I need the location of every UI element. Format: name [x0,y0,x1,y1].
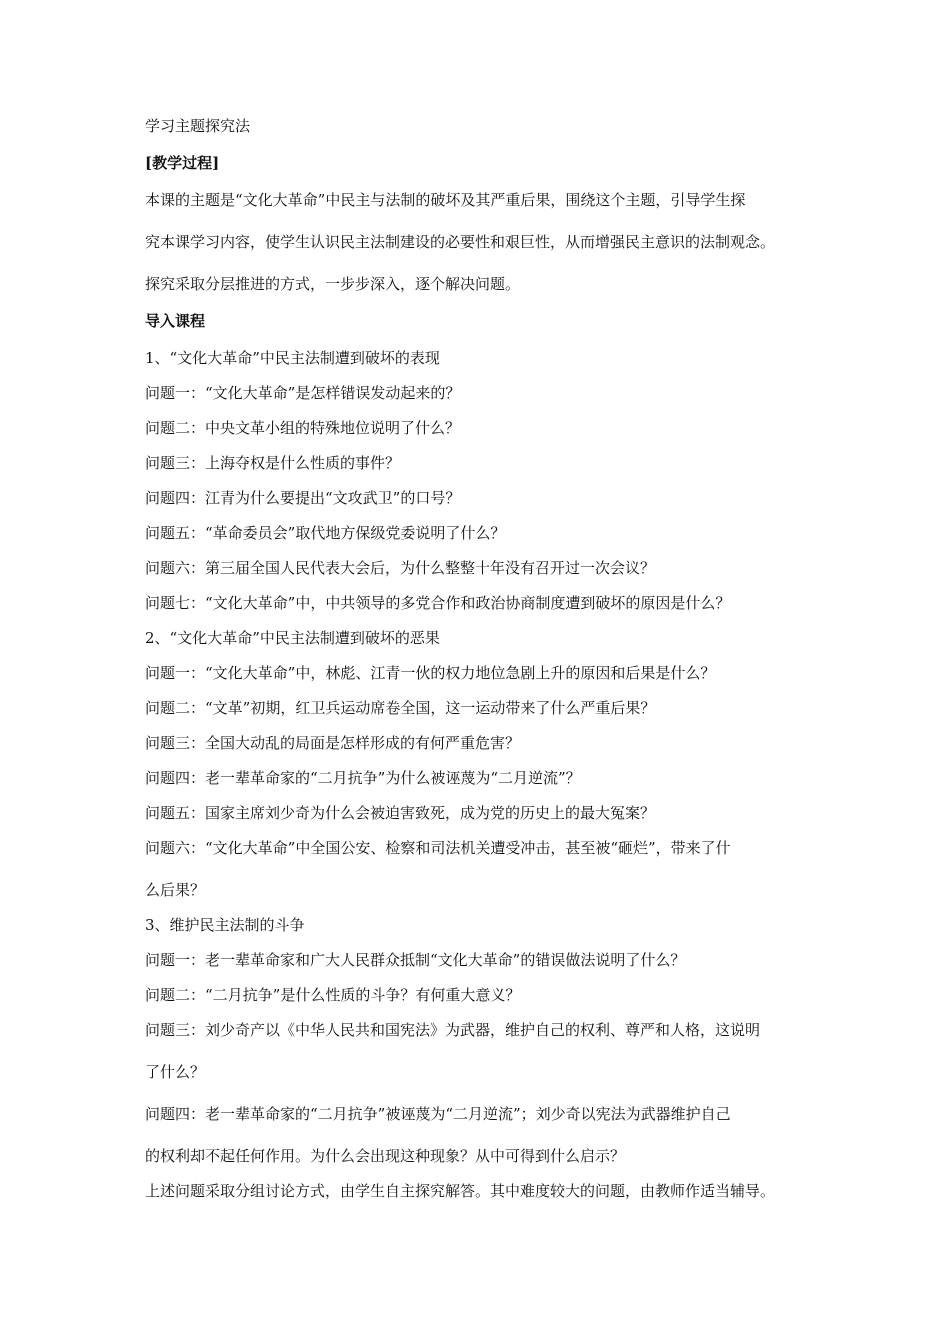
question-item: 问题一：“文化大革命”是怎样错误发动起来的？ [145,384,461,402]
question-item: 问题四：老一辈革命家的“二月抗争”被诬蔑为“二月逆流”；刘少奇以宪法为武器维护自己 [145,1105,731,1123]
document-page [145,116,855,1201]
question-item: 问题五：国家主席刘少奇为什么会被迫害致死，成为党的历史上的最大冤案？ [145,804,656,822]
question-item: 问题二：中央文革小组的特殊地位说明了什么？ [145,419,461,437]
question-item: 问题四：江青为什么要提出“文攻武卫”的口号？ [145,489,461,507]
question-item: 问题三：刘少奇产以《中华人民共和国宪法》为武器，维护自己的权利、尊严和人格，这说明 [145,1021,761,1039]
question-item: 问题七：“文化大革命”中，中共领导的多党合作和政治协商制度遭到破坏的原因是什么？ [145,594,731,612]
heading-lead-in: 导入课程 [145,312,206,330]
section-title: 2、“文化大革命”中民主法制遭到破坏的恶果 [145,629,440,647]
question-item: 问题五：“革命委员会”取代地方保级党委说明了什么？ [145,524,506,542]
intro-line: 本课的主题是“文化大革命”中民主与法制的破坏及其严重后果，围绕这个主题，引导学生探 [145,191,746,209]
question-item: 问题四：老一辈革命家的“二月抗争”为什么被诬蔑为“二月逆流”？ [145,769,581,787]
question-item: 问题三：全国大动乱的局面是怎样形成的有何严重危害？ [145,734,521,752]
question-item: 问题三：上海夺权是什么性质的事件？ [145,454,401,472]
question-item: 问题六：第三届全国人民代表大会后，为什么整整十年没有召开过一次会议？ [145,559,656,577]
question-item: 问题二：“二月抗争”是什么性质的斗争？有何重大意义？ [145,986,521,1004]
question-item: 问题六：“文化大革命”中全国公安、检察和司法机关遭受冲击，甚至被“砸烂”，带来了什 [145,839,731,857]
heading-teaching-process: [教学过程] [145,154,220,172]
section-title: 1、“文化大革命”中民主法制遭到破坏的表现 [145,349,440,367]
question-item: 问题二：“文革”初期，红卫兵运动席卷全国，这一运动带来了什么严重后果？ [145,699,656,717]
question-item: 的权利却不起任何作用。为什么会出现这种现象？从中可得到什么启示？ [145,1147,626,1165]
question-item: 了什么？ [145,1063,206,1081]
section-title: 3、维护民主法制的斗争 [145,916,305,934]
intro-line: 探究采取分层推进的方式，一步步深入，逐个解决问题。 [145,275,521,293]
question-item: 问题一：老一辈革命家和广大人民群众抵制“文化大革命”的错误做法说明了什么？ [145,951,686,969]
question-item: 么后果？ [145,881,206,899]
question-item: 问题一：“文化大革命”中，林彪、江青一伙的权力地位急剧上升的原因和后果是什么？ [145,664,716,682]
method-line: 学习主题探究法 [145,117,251,135]
intro-line: 究本课学习内容，使学生认识民主法制建设的必要性和艰巨性，从而增强民主意识的法制观念。 [145,233,776,251]
closing-paragraph: 上述问题采取分组讨论方式，由学生自主探究解答。其中难度较大的问题，由教师作适当辅导。 [145,1182,776,1200]
